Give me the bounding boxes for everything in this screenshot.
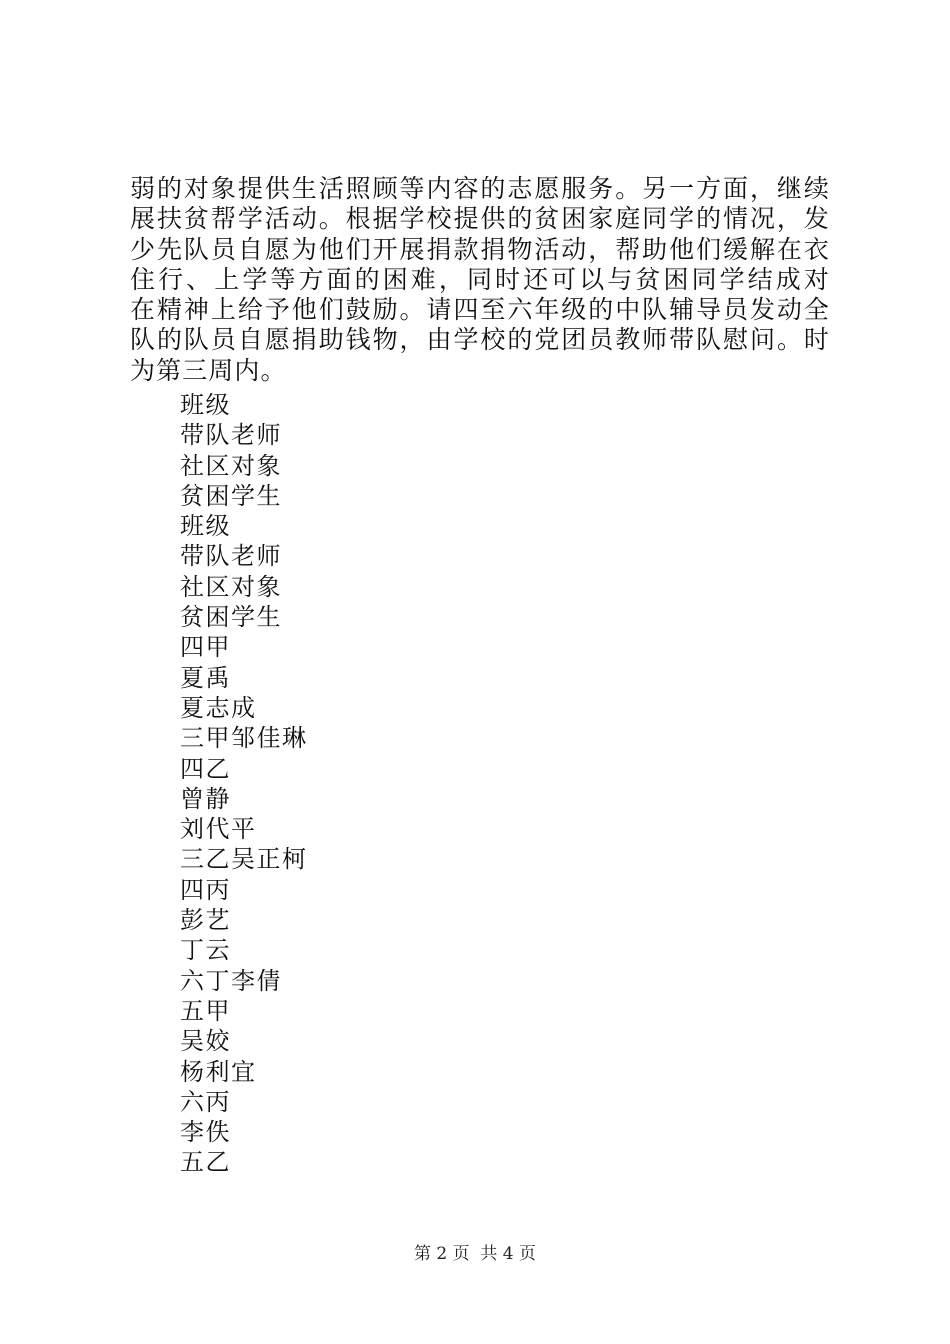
list-item: 夏禹 [180, 663, 231, 692]
paragraph-line: 队的队员自愿捐助钱物，由学校的党团员教师带队慰问。时 [130, 325, 830, 355]
list-item: 班级 [180, 512, 231, 541]
body-paragraph [130, 174, 830, 386]
list-item: 四乙 [180, 754, 231, 783]
list-item: 三乙吴正柯 [180, 845, 308, 874]
list-item: 曾静 [180, 784, 231, 813]
list-item: 六丁李倩 [180, 966, 282, 995]
paragraph-line: 少先队员自愿为他们开展捐款捐物活动，帮助他们缓解在衣 [130, 234, 830, 264]
list-item: 夏志成 [180, 693, 257, 722]
list-item: 三甲邹佳琳 [180, 724, 308, 753]
paragraph-line: 为第三周内。 [130, 355, 287, 385]
list-item: 杨利宜 [180, 1057, 257, 1086]
paragraph-line: 住行、上学等方面的困难，同时还可以与贫困同学结成对 [130, 264, 830, 294]
list-item: 带队老师 [180, 421, 282, 450]
list-item: 四丙 [180, 875, 231, 904]
list-item: 李佚 [180, 1118, 231, 1147]
list-item: 丁云 [180, 936, 231, 965]
list-item: 吴姣 [180, 1027, 231, 1056]
page-footer [0, 1243, 950, 1265]
page-total: 共 4 页 [480, 1244, 537, 1264]
list-item: 带队老师 [180, 542, 282, 571]
list-item: 班级 [180, 391, 231, 419]
list-item: 六丙 [180, 1087, 231, 1116]
list-item: 四甲 [180, 633, 231, 662]
list-item: 五乙 [180, 1148, 231, 1177]
paragraph-line: 展扶贫帮学活动。根据学校提供的贫困家庭同学的情况，发 [130, 204, 830, 234]
list-item: 贫困学生 [180, 603, 282, 632]
list-item: 五甲 [180, 996, 231, 1025]
list-item: 刘代平 [180, 815, 257, 844]
paragraph-line: 弱的对象提供生活照顾等内容的志愿服务。另一方面，继续 [130, 174, 830, 203]
list-item: 彭艺 [180, 906, 231, 935]
list-item: 社区对象 [180, 451, 282, 480]
list-item: 贫困学生 [180, 481, 282, 510]
footer-spacer [470, 1244, 481, 1264]
list-item: 社区对象 [180, 572, 282, 601]
page-number: 第 2 页 [413, 1244, 470, 1264]
table-cell-list [180, 390, 308, 1178]
paragraph-line: 在精神上给予他们鼓励。请四至六年级的中队辅导员发动全 [130, 295, 830, 325]
